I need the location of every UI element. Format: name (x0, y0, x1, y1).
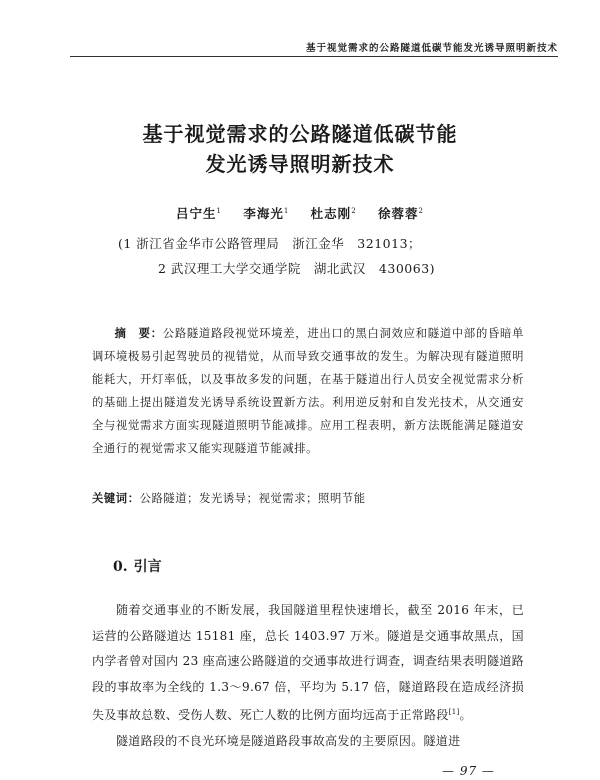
author-list (0, 204, 600, 222)
title-line-1: 基于视觉需求的公路隧道低碳节能 (142, 122, 458, 146)
section-number: 0. (113, 559, 128, 575)
author: 吕宁生$^1$ (175, 206, 222, 221)
author: 徐蓉蓉$^2$ (378, 206, 424, 221)
page-number: — 97 — (442, 764, 495, 778)
section-heading (113, 556, 162, 576)
paper-title (0, 119, 600, 179)
affiliation-line-2: 2 武汉理工大学交通学院 湖北武汉 430063) (158, 261, 436, 276)
header-rule (70, 56, 558, 57)
abstract-text: 公路隧道路段视觉环境差，进出口的黑白洞效应和隧道中部的昏暗单调环境极易引起驾驶员的视错觉，从而导致交通事故的发生。为解决现有隧道照明能耗大，开灯率低，以及事故多发的问题，在基于隧道出行人员安全视觉需求分析的基础上提出隧道发光诱导系统设置新方法。利用逆反射和自发光技术，从交通安全与视觉需求方面实现隧道照明节能减排。应用工程表明，新方法既能满足隧道安全通行的视觉需求又能实现隧道节能减排。 (92, 327, 524, 455)
keywords-label: 关键词： (92, 491, 140, 505)
title-line-2: 发光诱导照明新技术 (205, 152, 395, 176)
paragraph: 隧道路段的不良光环境是隧道路段事故高发的主要原因。隧道进 (116, 733, 461, 748)
body-text (92, 598, 524, 754)
running-header: 基于视觉需求的公路隧道低碳节能发光诱导照明新技术 (305, 43, 558, 54)
paragraph: 随着交通事业的不断发展，我国隧道里程快速增长，截至 2016 年末，已运营的公路隧道达 15181 座，总长 1403.97 万米。隧道是交通事故黑点，国内学者曾对国内 23 座高速公路隧道的交通事故进行调查，调查结果表明隧道路段的事故率为全线的 1.3～9.67 倍，平均为 5.17 倍，隧道路段在造成经济损失及事故总数、受伤人数、死亡人数的比例方面均远高于正常路段[1]。 (92, 603, 524, 722)
keywords-text: 公路隧道；发光诱导；视觉需求；照明节能 (139, 492, 366, 505)
keywords (92, 490, 524, 506)
abstract-label: 摘 要： (114, 326, 163, 340)
abstract (92, 322, 524, 460)
affiliation-line-1: (1 浙江省金华市公路管理局 浙江金华 321013； (118, 236, 422, 251)
citation-ref: [1] (448, 708, 460, 716)
author: 李海光$^1$ (243, 206, 290, 221)
author: 杜志刚$^2$ (310, 206, 357, 221)
section-title: 引言 (133, 559, 162, 575)
